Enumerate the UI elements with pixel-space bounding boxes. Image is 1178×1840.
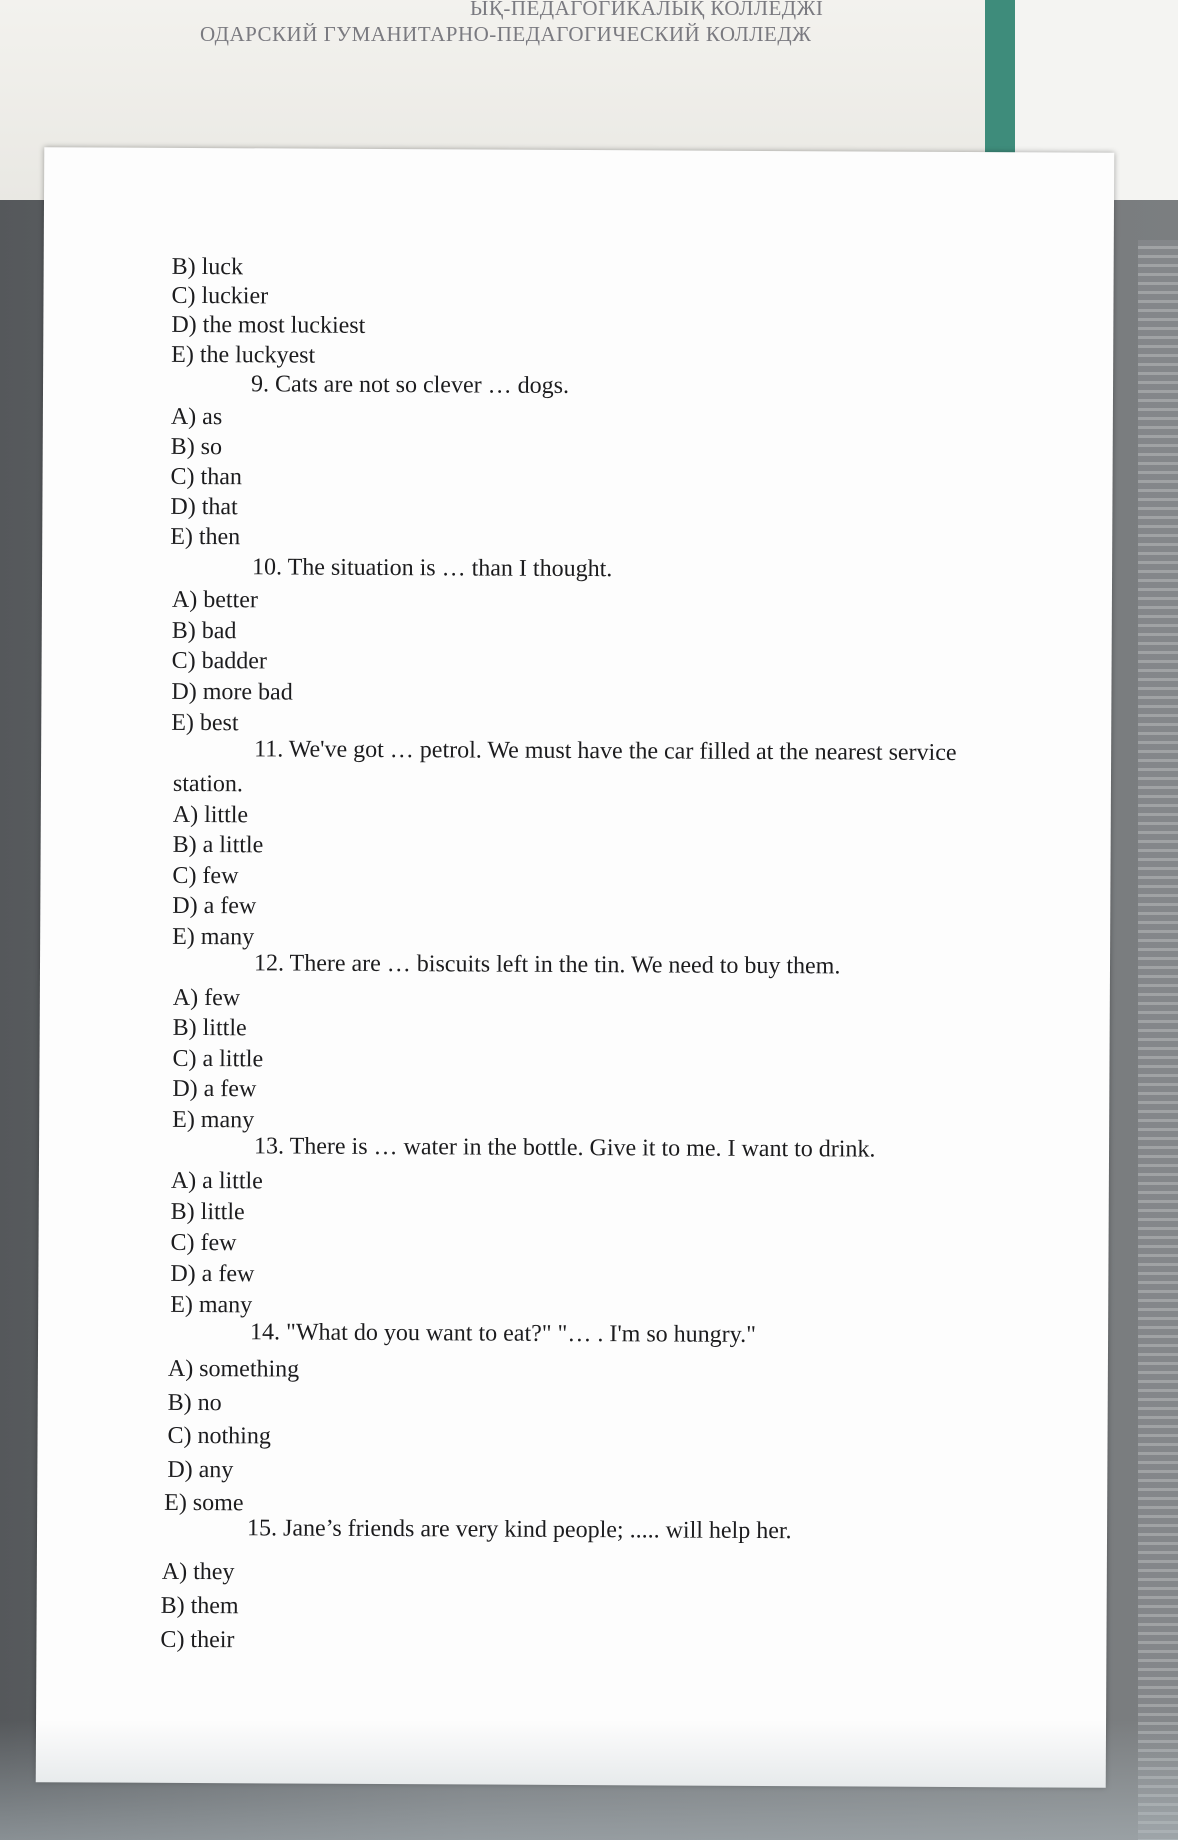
option: E) some xyxy=(164,1489,244,1517)
option: C) few xyxy=(172,862,239,890)
question-11: 11. We've got … petrol. We must have the car filled at the nearest service xyxy=(254,736,957,766)
option: D) a few xyxy=(172,1075,257,1103)
option: B) so xyxy=(170,433,223,461)
option: D) a few xyxy=(172,892,257,920)
option: A) something xyxy=(167,1355,300,1383)
binder-pages-edge xyxy=(1138,240,1178,1840)
option: A) as xyxy=(170,403,223,431)
option: E) many xyxy=(170,1291,253,1319)
option: D) more bad xyxy=(171,678,293,706)
college-header-kazakh: ЫҚ-ПЕДАГОГИКАЛЫҚ КОЛЛЕДЖІ xyxy=(470,0,824,20)
plastic-sleeve-glare xyxy=(0,1720,1178,1840)
option: D) the most luckiest xyxy=(171,311,366,339)
option: A) they xyxy=(161,1558,235,1586)
option: B) bad xyxy=(171,617,237,645)
option: B) little xyxy=(170,1198,245,1226)
option: C) luckier xyxy=(171,282,269,310)
option: D) any xyxy=(167,1456,234,1484)
option: B) a little xyxy=(172,831,264,859)
option: A) few xyxy=(172,984,241,1012)
option: C) than xyxy=(170,463,242,491)
test-page xyxy=(36,147,1115,1788)
option: C) badder xyxy=(171,647,267,675)
question-14: 14. "What do you want to eat?" "… . I'm so hungry." xyxy=(250,1319,757,1348)
college-header-russian: ОДАРСКИЙ ГУМАНИТАРНО-ПЕДАГОГИЧЕСКИЙ КОЛЛЕДЖ xyxy=(200,22,812,46)
option: E) many xyxy=(172,923,255,951)
option: D) that xyxy=(170,493,238,521)
option: B) luck xyxy=(171,253,244,281)
option: A) better xyxy=(171,586,258,614)
option: B) little xyxy=(172,1014,247,1042)
option: E) the luckyest xyxy=(171,341,316,369)
option: C) few xyxy=(170,1229,237,1257)
question-12: 12. There are … biscuits left in the tin. We need to buy them. xyxy=(253,950,841,980)
option: E) many xyxy=(172,1106,255,1134)
option: E) best xyxy=(171,709,239,737)
question-11-continued: station. xyxy=(172,770,244,798)
option: B) them xyxy=(160,1592,239,1620)
option: A) little xyxy=(172,801,249,829)
question-9: 9. Cats are not so clever … dogs. xyxy=(250,371,570,399)
option: C) a little xyxy=(172,1045,264,1073)
question-10: 10. The situation is … than I thought. xyxy=(252,554,613,583)
option: C) nothing xyxy=(167,1422,271,1450)
option: B) no xyxy=(167,1389,222,1417)
test-content xyxy=(36,147,1115,1788)
option: C) their xyxy=(160,1626,235,1654)
question-13: 13. There is … water in the bottle. Give it to me. I want to drink. xyxy=(253,1133,876,1163)
question-15: 15. Jane’s friends are very kind people; ..... will help her. xyxy=(246,1515,792,1545)
option: D) a few xyxy=(170,1260,255,1288)
option: A) a little xyxy=(170,1167,263,1195)
option: E) then xyxy=(170,523,241,551)
